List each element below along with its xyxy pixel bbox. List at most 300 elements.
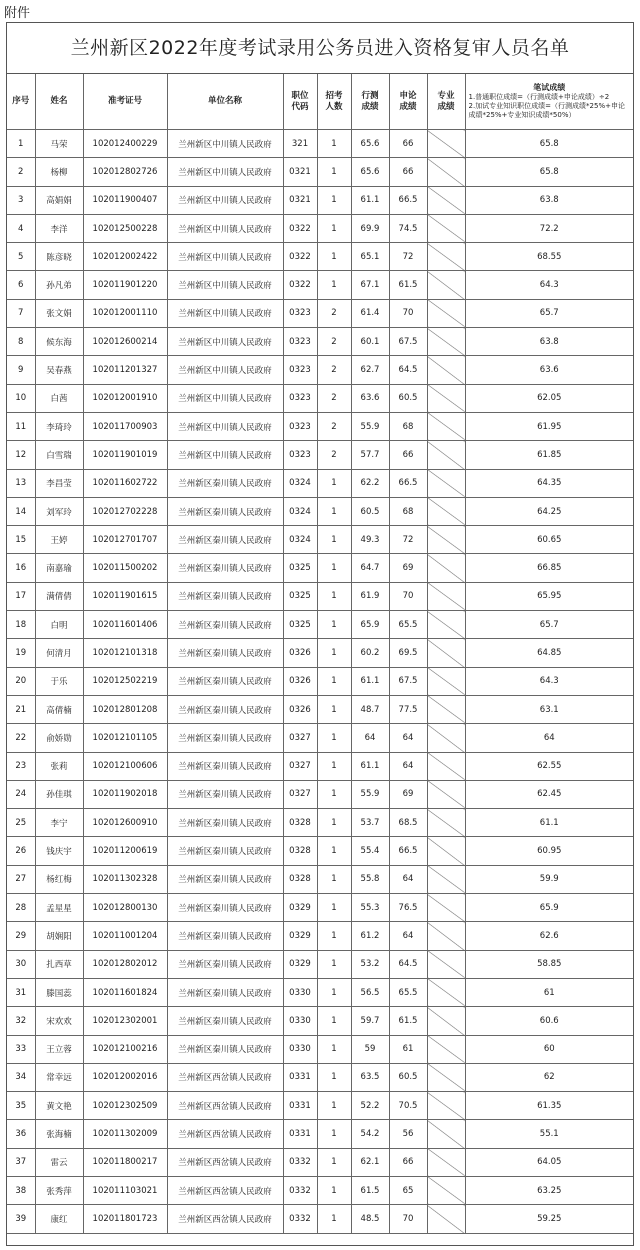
- cell-shenlun: 64: [389, 865, 427, 893]
- cell-name: 白明: [35, 611, 83, 639]
- cell-pos-code: 0331: [283, 1092, 317, 1120]
- table-row: [7, 412, 633, 440]
- cell-seq: 16: [7, 554, 35, 582]
- cell-exam-no: 102011602722: [83, 469, 167, 497]
- cell-written-score: 66.85: [465, 554, 633, 582]
- cell-exam-no: 102011700903: [83, 412, 167, 440]
- cell-exam-no: 102011901615: [83, 582, 167, 610]
- table-row: [7, 611, 633, 639]
- candidate-table: [7, 74, 633, 1234]
- cell-pos-code: 0328: [283, 809, 317, 837]
- cell-quota: 1: [317, 865, 351, 893]
- header-name: 姓名: [35, 74, 83, 130]
- cell-quota: 1: [317, 752, 351, 780]
- table-row: [7, 582, 633, 610]
- cell-seq: 29: [7, 922, 35, 950]
- cell-shenlun: 68: [389, 497, 427, 525]
- table-row: [7, 865, 633, 893]
- cell-seq: 7: [7, 299, 35, 327]
- cell-unit: 兰州新区中川镇人民政府: [167, 299, 283, 327]
- cell-xingce: 60.1: [351, 328, 389, 356]
- cell-pos-code: 0325: [283, 611, 317, 639]
- cell-name: 孙凡弟: [35, 271, 83, 299]
- cell-unit: 兰州新区秦川镇人民政府: [167, 695, 283, 723]
- cell-major: [427, 724, 465, 752]
- cell-unit: 兰州新区中川镇人民政府: [167, 441, 283, 469]
- cell-xingce: 57.7: [351, 441, 389, 469]
- table-row: [7, 214, 633, 242]
- header-major: 专业 成绩: [427, 74, 465, 130]
- cell-major: [427, 243, 465, 271]
- cell-written-score: 61.95: [465, 412, 633, 440]
- roster-sheet: [6, 22, 634, 1246]
- cell-written-score: 64.3: [465, 667, 633, 695]
- table-row: [7, 837, 633, 865]
- cell-pos-code: 0331: [283, 1120, 317, 1148]
- cell-major: [427, 1148, 465, 1176]
- cell-seq: 20: [7, 667, 35, 695]
- cell-unit: 兰州新区中川镇人民政府: [167, 356, 283, 384]
- table-row: [7, 356, 633, 384]
- cell-exam-no: 102011001204: [83, 922, 167, 950]
- cell-unit: 兰州新区中川镇人民政府: [167, 328, 283, 356]
- cell-name: 白雪瑞: [35, 441, 83, 469]
- cell-written-score: 61: [465, 978, 633, 1006]
- cell-pos-code: 0326: [283, 695, 317, 723]
- cell-major: [427, 894, 465, 922]
- cell-pos-code: 0324: [283, 526, 317, 554]
- cell-shenlun: 66: [389, 441, 427, 469]
- cell-xingce: 63.5: [351, 1063, 389, 1091]
- cell-written-score: 62.45: [465, 780, 633, 808]
- table-row: [7, 243, 633, 271]
- cell-quota: 1: [317, 1007, 351, 1035]
- header-exam-no: 准考证号: [83, 74, 167, 130]
- cell-name: 高倩楠: [35, 695, 83, 723]
- cell-quota: 1: [317, 497, 351, 525]
- cell-exam-no: 102011801723: [83, 1205, 167, 1233]
- cell-seq: 3: [7, 186, 35, 214]
- cell-quota: 1: [317, 158, 351, 186]
- cell-unit: 兰州新区秦川镇人民政府: [167, 809, 283, 837]
- cell-exam-no: 102012001910: [83, 384, 167, 412]
- cell-exam-no: 102011103021: [83, 1176, 167, 1204]
- cell-shenlun: 65.5: [389, 611, 427, 639]
- table-row: [7, 894, 633, 922]
- cell-major: [427, 809, 465, 837]
- cell-exam-no: 102012802726: [83, 158, 167, 186]
- cell-shenlun: 65: [389, 1176, 427, 1204]
- cell-shenlun: 74.5: [389, 214, 427, 242]
- cell-shenlun: 56: [389, 1120, 427, 1148]
- cell-exam-no: 102012500228: [83, 214, 167, 242]
- table-row: [7, 1176, 633, 1204]
- cell-quota: 2: [317, 299, 351, 327]
- cell-shenlun: 70: [389, 582, 427, 610]
- cell-shenlun: 61.5: [389, 1007, 427, 1035]
- cell-major: [427, 582, 465, 610]
- table-row: [7, 922, 633, 950]
- cell-exam-no: 102012502219: [83, 667, 167, 695]
- cell-seq: 23: [7, 752, 35, 780]
- cell-quota: 1: [317, 1035, 351, 1063]
- cell-pos-code: 0327: [283, 780, 317, 808]
- cell-shenlun: 68.5: [389, 809, 427, 837]
- cell-exam-no: 102011302328: [83, 865, 167, 893]
- table-row: [7, 526, 633, 554]
- cell-exam-no: 102011901019: [83, 441, 167, 469]
- cell-quota: 1: [317, 894, 351, 922]
- cell-quota: 2: [317, 356, 351, 384]
- cell-exam-no: 102011900407: [83, 186, 167, 214]
- cell-unit: 兰州新区中川镇人民政府: [167, 271, 283, 299]
- cell-exam-no: 102011200619: [83, 837, 167, 865]
- cell-shenlun: 66.5: [389, 837, 427, 865]
- cell-exam-no: 102012600214: [83, 328, 167, 356]
- cell-exam-no: 102012100216: [83, 1035, 167, 1063]
- cell-exam-no: 102012400229: [83, 130, 167, 158]
- cell-written-score: 61.85: [465, 441, 633, 469]
- cell-quota: 1: [317, 1063, 351, 1091]
- cell-shenlun: 70: [389, 299, 427, 327]
- cell-unit: 兰州新区秦川镇人民政府: [167, 837, 283, 865]
- table-row: [7, 752, 633, 780]
- cell-seq: 39: [7, 1205, 35, 1233]
- cell-xingce: 65.9: [351, 611, 389, 639]
- cell-seq: 12: [7, 441, 35, 469]
- cell-seq: 9: [7, 356, 35, 384]
- cell-seq: 14: [7, 497, 35, 525]
- cell-xingce: 69.9: [351, 214, 389, 242]
- cell-pos-code: 0332: [283, 1148, 317, 1176]
- cell-seq: 28: [7, 894, 35, 922]
- cell-exam-no: 102012100606: [83, 752, 167, 780]
- cell-pos-code: 0323: [283, 299, 317, 327]
- cell-exam-no: 102011800217: [83, 1148, 167, 1176]
- cell-unit: 兰州新区西岔镇人民政府: [167, 1063, 283, 1091]
- cell-xingce: 59: [351, 1035, 389, 1063]
- cell-xingce: 48.7: [351, 695, 389, 723]
- cell-seq: 2: [7, 158, 35, 186]
- cell-shenlun: 66: [389, 1148, 427, 1176]
- cell-pos-code: 0321: [283, 186, 317, 214]
- cell-written-score: 65.8: [465, 130, 633, 158]
- table-row: [7, 1092, 633, 1120]
- table-row: [7, 186, 633, 214]
- cell-xingce: 61.9: [351, 582, 389, 610]
- cell-xingce: 64.7: [351, 554, 389, 582]
- table-row: [7, 809, 633, 837]
- cell-major: [427, 271, 465, 299]
- cell-seq: 32: [7, 1007, 35, 1035]
- cell-pos-code: 0332: [283, 1176, 317, 1204]
- cell-exam-no: 102011901220: [83, 271, 167, 299]
- cell-major: [427, 1205, 465, 1233]
- cell-quota: 1: [317, 1176, 351, 1204]
- cell-name: 雷云: [35, 1148, 83, 1176]
- table-row: [7, 497, 633, 525]
- cell-written-score: 63.8: [465, 328, 633, 356]
- table-row: [7, 1120, 633, 1148]
- cell-shenlun: 66.5: [389, 186, 427, 214]
- cell-major: [427, 752, 465, 780]
- cell-unit: 兰州新区西岔镇人民政府: [167, 1120, 283, 1148]
- cell-seq: 19: [7, 639, 35, 667]
- cell-major: [427, 950, 465, 978]
- cell-pos-code: 0328: [283, 865, 317, 893]
- cell-pos-code: 0322: [283, 214, 317, 242]
- table-header-row: [7, 74, 633, 130]
- cell-major: [427, 667, 465, 695]
- table-row: [7, 130, 633, 158]
- cell-quota: 1: [317, 780, 351, 808]
- table-row: [7, 384, 633, 412]
- cell-name: 白茜: [35, 384, 83, 412]
- table-row: [7, 1205, 633, 1233]
- cell-pos-code: 0322: [283, 271, 317, 299]
- cell-quota: 2: [317, 384, 351, 412]
- cell-quota: 1: [317, 271, 351, 299]
- cell-unit: 兰州新区秦川镇人民政府: [167, 526, 283, 554]
- cell-written-score: 59.9: [465, 865, 633, 893]
- cell-xingce: 49.3: [351, 526, 389, 554]
- cell-xingce: 63.6: [351, 384, 389, 412]
- cell-major: [427, 1120, 465, 1148]
- cell-xingce: 53.7: [351, 809, 389, 837]
- cell-name: 滕国蕊: [35, 978, 83, 1006]
- table-row: [7, 1063, 633, 1091]
- cell-seq: 5: [7, 243, 35, 271]
- cell-major: [427, 526, 465, 554]
- cell-pos-code: 0321: [283, 158, 317, 186]
- cell-seq: 36: [7, 1120, 35, 1148]
- cell-unit: 兰州新区中川镇人民政府: [167, 214, 283, 242]
- cell-quota: 1: [317, 695, 351, 723]
- cell-unit: 兰州新区秦川镇人民政府: [167, 1035, 283, 1063]
- cell-shenlun: 64.5: [389, 356, 427, 384]
- cell-exam-no: 102012802012: [83, 950, 167, 978]
- cell-shenlun: 65.5: [389, 978, 427, 1006]
- cell-quota: 1: [317, 611, 351, 639]
- table-row: [7, 695, 633, 723]
- cell-seq: 10: [7, 384, 35, 412]
- cell-written-score: 60.6: [465, 1007, 633, 1035]
- cell-name: 王立蓉: [35, 1035, 83, 1063]
- cell-unit: 兰州新区秦川镇人民政府: [167, 894, 283, 922]
- cell-written-score: 60: [465, 1035, 633, 1063]
- cell-unit: 兰州新区秦川镇人民政府: [167, 724, 283, 752]
- cell-name: 胡娴阳: [35, 922, 83, 950]
- cell-xingce: 61.1: [351, 667, 389, 695]
- cell-shenlun: 68: [389, 412, 427, 440]
- cell-major: [427, 1092, 465, 1120]
- cell-seq: 8: [7, 328, 35, 356]
- cell-shenlun: 67.5: [389, 328, 427, 356]
- cell-name: 刘军玲: [35, 497, 83, 525]
- cell-written-score: 58.85: [465, 950, 633, 978]
- table-row: [7, 724, 633, 752]
- cell-seq: 17: [7, 582, 35, 610]
- cell-quota: 1: [317, 582, 351, 610]
- cell-name: 张秀萍: [35, 1176, 83, 1204]
- cell-major: [427, 922, 465, 950]
- cell-major: [427, 441, 465, 469]
- cell-quota: 2: [317, 412, 351, 440]
- cell-quota: 1: [317, 1205, 351, 1233]
- cell-pos-code: 0326: [283, 639, 317, 667]
- cell-written-score: 60.95: [465, 837, 633, 865]
- cell-shenlun: 60.5: [389, 1063, 427, 1091]
- cell-quota: 1: [317, 667, 351, 695]
- cell-xingce: 65.1: [351, 243, 389, 271]
- cell-seq: 25: [7, 809, 35, 837]
- cell-exam-no: 102012302001: [83, 1007, 167, 1035]
- cell-name: 康红: [35, 1205, 83, 1233]
- cell-major: [427, 554, 465, 582]
- cell-quota: 1: [317, 554, 351, 582]
- cell-quota: 1: [317, 837, 351, 865]
- cell-xingce: 48.5: [351, 1205, 389, 1233]
- cell-pos-code: 0332: [283, 1205, 317, 1233]
- cell-exam-no: 102012801208: [83, 695, 167, 723]
- cell-seq: 18: [7, 611, 35, 639]
- cell-xingce: 61.1: [351, 186, 389, 214]
- table-row: [7, 328, 633, 356]
- cell-pos-code: 0324: [283, 497, 317, 525]
- cell-seq: 31: [7, 978, 35, 1006]
- cell-seq: 13: [7, 469, 35, 497]
- cell-xingce: 61.4: [351, 299, 389, 327]
- cell-xingce: 55.8: [351, 865, 389, 893]
- cell-unit: 兰州新区中川镇人民政府: [167, 186, 283, 214]
- cell-seq: 27: [7, 865, 35, 893]
- page-title: 兰州新区2022年度考试录用公务员进入资格复审人员名单: [7, 23, 633, 74]
- cell-xingce: 55.9: [351, 412, 389, 440]
- cell-written-score: 64.85: [465, 639, 633, 667]
- cell-unit: 兰州新区中川镇人民政府: [167, 158, 283, 186]
- cell-unit: 兰州新区中川镇人民政府: [167, 130, 283, 158]
- cell-exam-no: 102012002016: [83, 1063, 167, 1091]
- cell-seq: 15: [7, 526, 35, 554]
- cell-name: 马荣: [35, 130, 83, 158]
- cell-shenlun: 66: [389, 130, 427, 158]
- cell-shenlun: 64: [389, 922, 427, 950]
- header-shenlun: 申论 成绩: [389, 74, 427, 130]
- written-score-title: 笔试成绩: [533, 83, 566, 92]
- cell-shenlun: 77.5: [389, 695, 427, 723]
- cell-name: 扎西草: [35, 950, 83, 978]
- cell-name: 陈彦晓: [35, 243, 83, 271]
- cell-exam-no: 102011302009: [83, 1120, 167, 1148]
- cell-unit: 兰州新区秦川镇人民政府: [167, 865, 283, 893]
- cell-exam-no: 102012701707: [83, 526, 167, 554]
- cell-exam-no: 102012101318: [83, 639, 167, 667]
- cell-xingce: 53.2: [351, 950, 389, 978]
- cell-unit: 兰州新区秦川镇人民政府: [167, 752, 283, 780]
- cell-written-score: 63.1: [465, 695, 633, 723]
- cell-written-score: 63.6: [465, 356, 633, 384]
- cell-pos-code: 0323: [283, 412, 317, 440]
- header-quota: 招考 人数: [317, 74, 351, 130]
- cell-name: 杨红梅: [35, 865, 83, 893]
- table-row: [7, 978, 633, 1006]
- cell-written-score: 64.05: [465, 1148, 633, 1176]
- cell-unit: 兰州新区秦川镇人民政府: [167, 1007, 283, 1035]
- cell-shenlun: 64: [389, 752, 427, 780]
- cell-unit: 兰州新区秦川镇人民政府: [167, 554, 283, 582]
- cell-major: [427, 639, 465, 667]
- cell-name: 高娟娟: [35, 186, 83, 214]
- cell-name: 李昌莹: [35, 469, 83, 497]
- cell-exam-no: 102011500202: [83, 554, 167, 582]
- cell-major: [427, 611, 465, 639]
- cell-exam-no: 102012302509: [83, 1092, 167, 1120]
- header-seq: 序号: [7, 74, 35, 130]
- cell-exam-no: 102012702228: [83, 497, 167, 525]
- cell-name: 俞娇勋: [35, 724, 83, 752]
- cell-pos-code: 321: [283, 130, 317, 158]
- cell-shenlun: 64: [389, 724, 427, 752]
- cell-exam-no: 102012800130: [83, 894, 167, 922]
- cell-pos-code: 0330: [283, 1035, 317, 1063]
- cell-quota: 1: [317, 978, 351, 1006]
- cell-major: [427, 214, 465, 242]
- cell-seq: 37: [7, 1148, 35, 1176]
- cell-unit: 兰州新区西岔镇人民政府: [167, 1205, 283, 1233]
- cell-unit: 兰州新区秦川镇人民政府: [167, 780, 283, 808]
- cell-written-score: 65.9: [465, 894, 633, 922]
- cell-name: 孙佳琪: [35, 780, 83, 808]
- cell-name: 候东海: [35, 328, 83, 356]
- cell-major: [427, 780, 465, 808]
- cell-unit: 兰州新区中川镇人民政府: [167, 412, 283, 440]
- cell-xingce: 65.6: [351, 130, 389, 158]
- cell-quota: 1: [317, 639, 351, 667]
- table-row: [7, 1035, 633, 1063]
- cell-pos-code: 0322: [283, 243, 317, 271]
- cell-written-score: 72.2: [465, 214, 633, 242]
- cell-xingce: 61.1: [351, 752, 389, 780]
- cell-written-score: 62.6: [465, 922, 633, 950]
- cell-seq: 38: [7, 1176, 35, 1204]
- table-row: [7, 950, 633, 978]
- cell-major: [427, 865, 465, 893]
- cell-shenlun: 66: [389, 158, 427, 186]
- cell-seq: 21: [7, 695, 35, 723]
- cell-pos-code: 0326: [283, 667, 317, 695]
- cell-xingce: 56.5: [351, 978, 389, 1006]
- cell-pos-code: 0323: [283, 356, 317, 384]
- cell-major: [427, 186, 465, 214]
- cell-quota: 1: [317, 214, 351, 242]
- cell-major: [427, 384, 465, 412]
- cell-seq: 34: [7, 1063, 35, 1091]
- cell-pos-code: 0325: [283, 582, 317, 610]
- cell-pos-code: 0328: [283, 837, 317, 865]
- cell-seq: 11: [7, 412, 35, 440]
- cell-name: 李洋: [35, 214, 83, 242]
- cell-pos-code: 0325: [283, 554, 317, 582]
- table-row: [7, 667, 633, 695]
- cell-unit: 兰州新区秦川镇人民政府: [167, 582, 283, 610]
- table-row: [7, 1007, 633, 1035]
- cell-xingce: 60.5: [351, 497, 389, 525]
- cell-written-score: 61.35: [465, 1092, 633, 1120]
- cell-xingce: 62.1: [351, 1148, 389, 1176]
- attachment-label: 附件: [4, 6, 31, 21]
- cell-name: 常幸远: [35, 1063, 83, 1091]
- cell-unit: 兰州新区秦川镇人民政府: [167, 611, 283, 639]
